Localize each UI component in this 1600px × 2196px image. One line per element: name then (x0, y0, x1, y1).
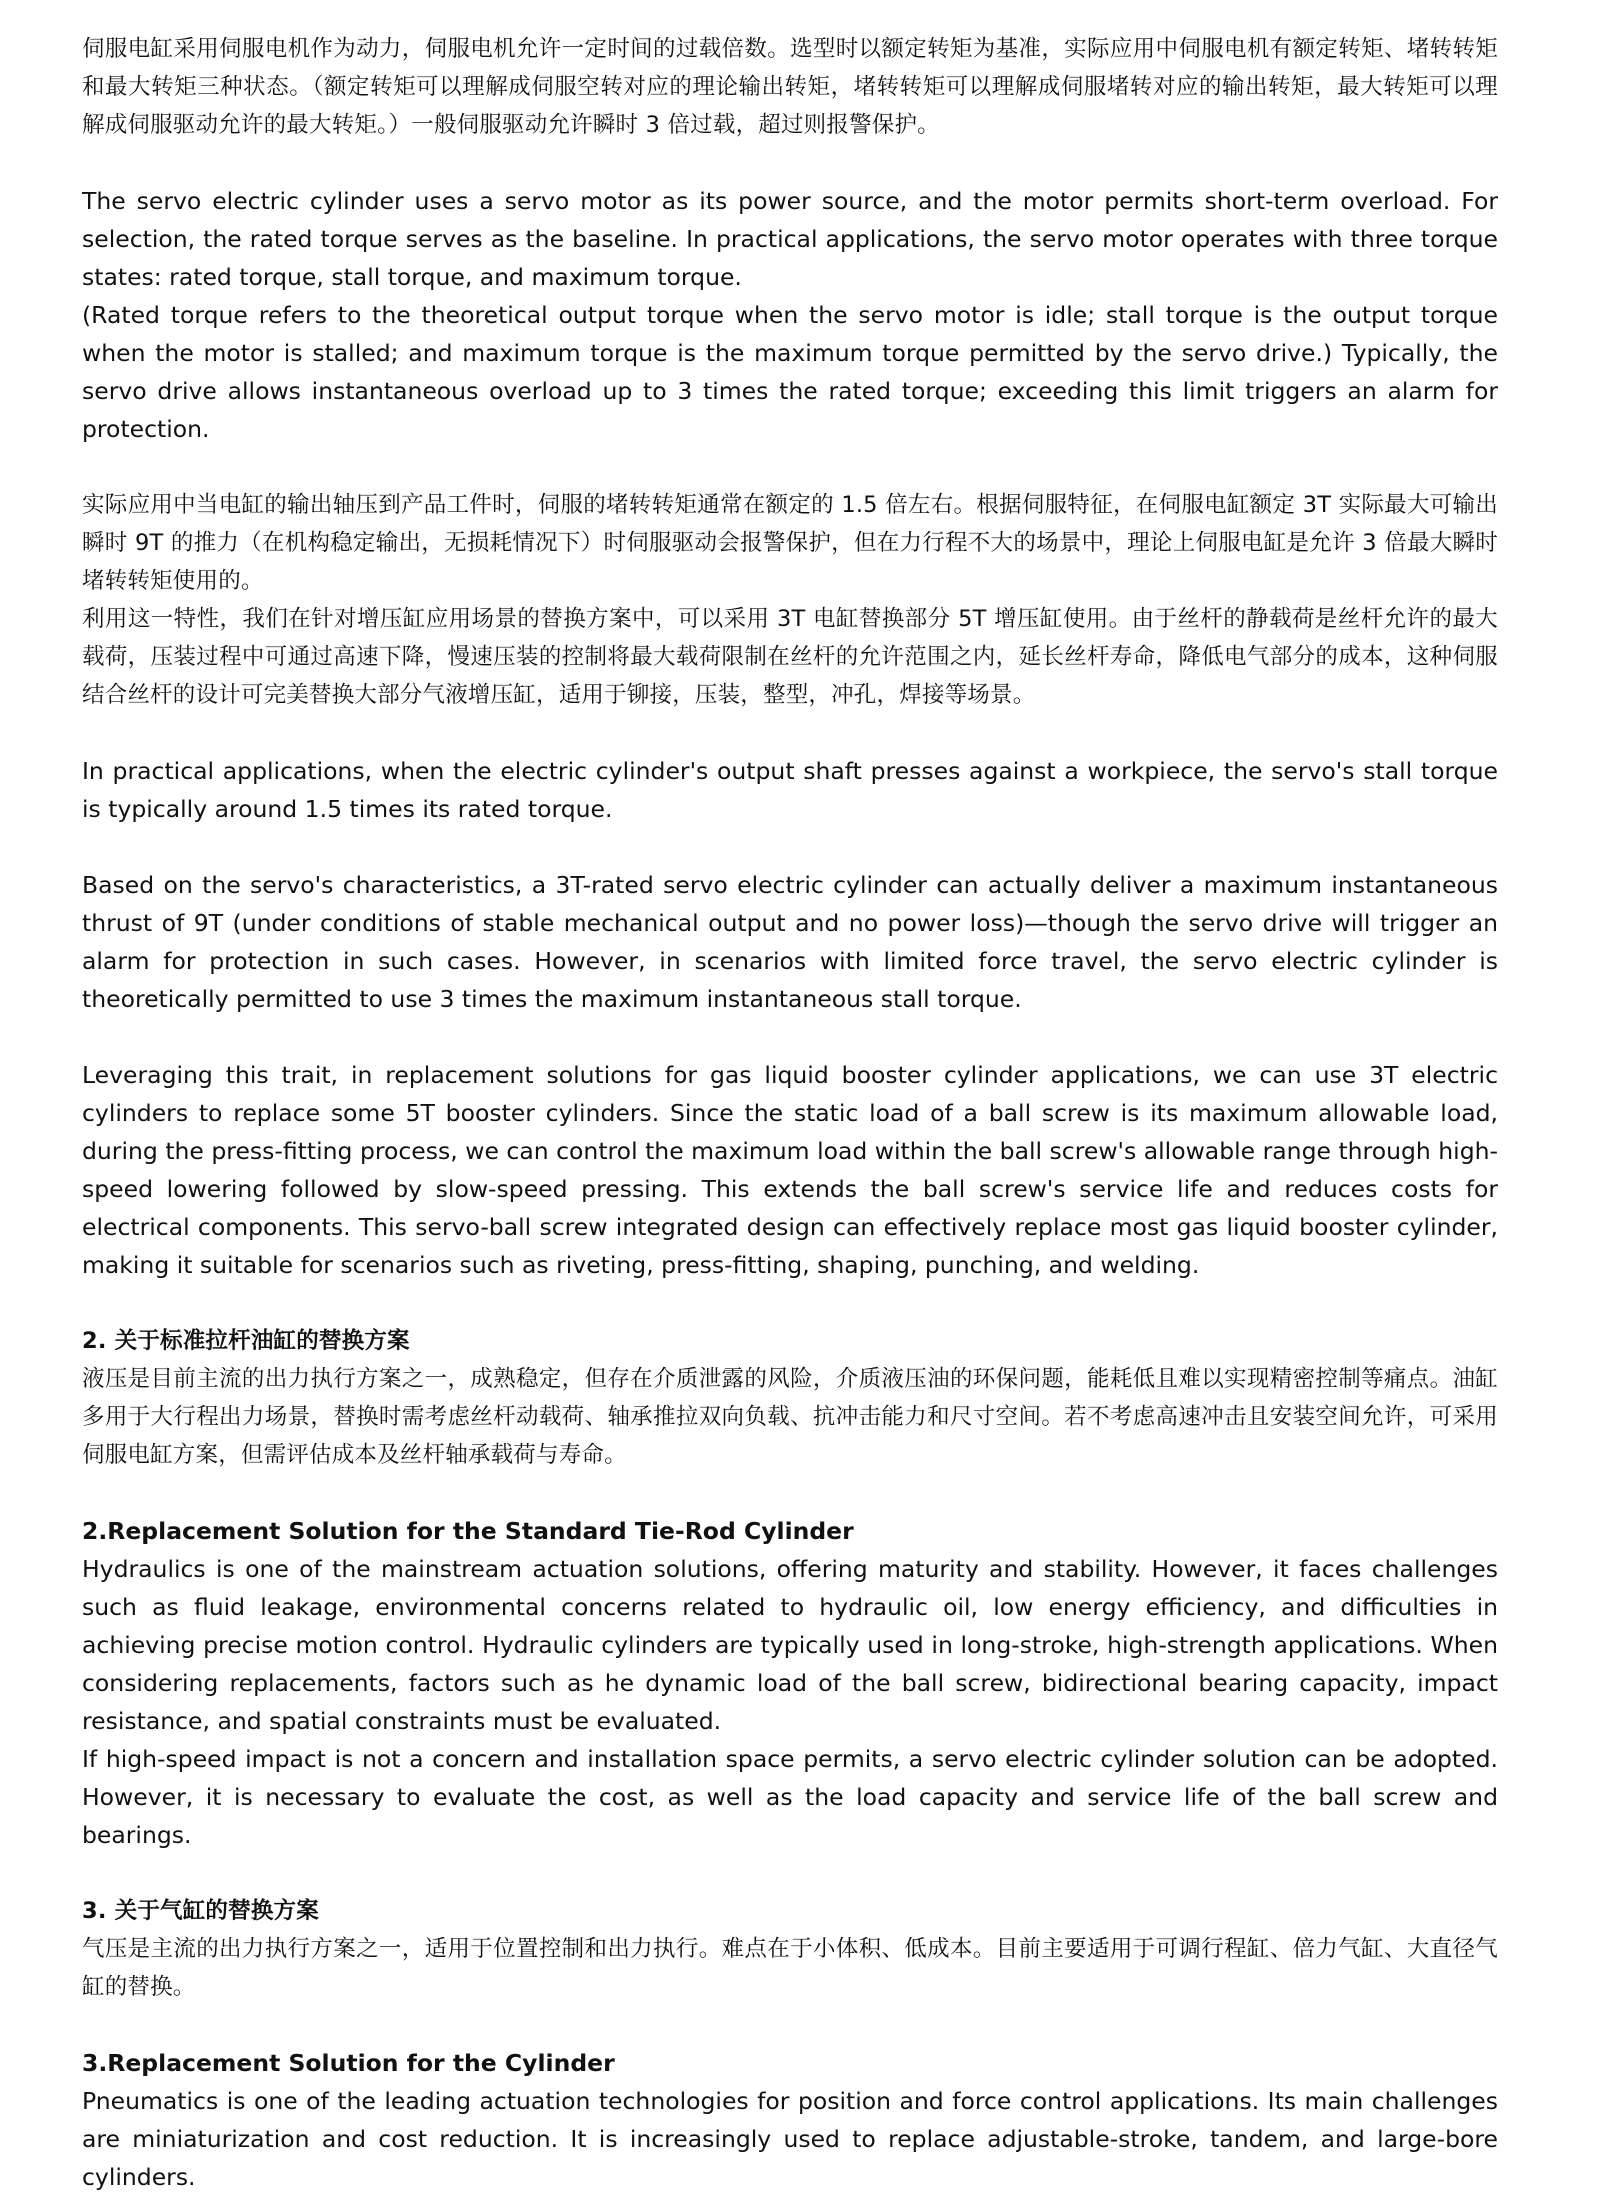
paragraph-spacer (82, 448, 1498, 486)
paragraph: In practical applications, when the electric cylinder's output shaft presses against a workpiece, the servo's stall torque is typically around 1.5 times its rated torque. (82, 757, 1498, 823)
section-heading: 3.Replacement Solution for the Cylinder (82, 2049, 615, 2077)
section-heading: 2.Replacement Solution for the Standard Tie-Rod Cylinder (82, 1517, 854, 1545)
paragraph: 实际应用中当电缸的输出轴压到产品工件时，伺服的堵转转矩通常在额定的 1.5 倍左右。根据伺服特征，在伺服电缸额定 3T 实际最大可输出瞬时 9T 的推力（在机构稳定输出，无损耗情况下）时伺服驱动会报警保护，但在力行程不大的场景中，理论上伺服电缸是允许 3 倍最大瞬时堵转转矩使用的。 (82, 492, 1498, 594)
paragraph: Pneumatics is one of the leading actuation technologies for position and force control applications. Its main challenges are miniaturization and cost reduction. It is increasingly used to replace adjustable-stroke, tandem, and large-bore cylinders. (82, 2087, 1498, 2191)
paragraph-spacer (82, 1854, 1498, 1892)
paragraph: Leveraging this trait, in replacement solutions for gas liquid booster cylinder applications, we can use 3T electric cylinders to replace some 5T booster cylinders. Since the static load of a ball screw is its maximum allowable load, during the press-fitting process, we can control the maximum load within the ball screw's allowable range through high-speed lowering followed by slow-speed pressing. This extends the ball screw's service life and reduces costs for electrical components. This servo-ball screw integrated design can effectively replace most gas liquid booster cylinder, making it suitable for scenarios such as riveting, press-fitting, shaping, punching, and welding. (82, 1061, 1498, 1279)
paragraph-spacer (82, 714, 1498, 752)
paragraph: 液压是目前主流的出力执行方案之一，成熟稳定，但存在介质泄露的风险，介质液压油的环保问题，能耗低且难以实现精密控制等痛点。油缸多用于大行程出力场景，替换时需考虑丝杆动载荷、轴承推拉双向负载、抗冲击能力和尺寸空间。若不考虑高速冲击且安装空间允许，可采用伺服电缸方案，但需评估成本及丝杆轴承载荷与寿命。 (82, 1366, 1498, 1468)
paragraph: 利用这一特性，我们在针对增压缸应用场景的替换方案中，可以采用 3T 电缸替换部分 5T 增压缸使用。由于丝杆的静载荷是丝杆允许的最大载荷，压装过程中可通过高速下降，慢速压装的控制将最大载荷限制在丝杆的允许范围之内，延长丝杆寿命，降低电气部分的成本，这种伺服结合丝杆的设计可完美替换大部分气液增压缸，适用于铆接，压装，整型，冲孔，焊接等场景。 (82, 606, 1498, 708)
paragraph-spacer (82, 2006, 1498, 2044)
paragraph: (Rated torque refers to the theoretical output torque when the servo motor is idle; stall torque is the output torque when the motor is stalled; and maximum torque is the maximum torque permitted by the servo drive.) Typically, the servo drive allows instantaneous overload up to 3 times the rated torque; exceeding this limit triggers an alarm for protection. (82, 301, 1498, 443)
paragraph-spacer (82, 1474, 1498, 1512)
section-heading: 3. 关于气缸的替换方案 (82, 1898, 319, 1924)
paragraph: 伺服电缸采用伺服电机作为动力，伺服电机允许一定时间的过载倍数。选型时以额定转矩为基准，实际应用中伺服电机有额定转矩、堵转转矩和最大转矩三种状态。（额定转矩可以理解成伺服空转对应的理论输出转矩，堵转转矩可以理解成伺服堵转对应的输出转矩，最大转矩可以理解成伺服驱动允许的最大转矩。）一般伺服驱动允许瞬时 3 倍过载，超过则报警保护。 (82, 36, 1498, 138)
paragraph: 气压是主流的出力执行方案之一，适用于位置控制和出力执行。难点在于小体积、低成本。目前主要适用于可调行程缸、倍力气缸、大直径气缸的替换。 (82, 1936, 1498, 2000)
paragraph: Based on the servo's characteristics, a 3T-rated servo electric cylinder can actually deliver a maximum instantaneous thrust of 9T (under conditions of stable mechanical output and no power loss)—though the servo drive will trigger an alarm for protection in such cases. However, in scenarios with limited force travel, the servo electric cylinder is theoretically permitted to use 3 times the maximum instantaneous stall torque. (82, 871, 1498, 1013)
paragraph-spacer (82, 1284, 1498, 1322)
paragraph: If high-speed impact is not a concern and installation space permits, a servo electric cylinder solution can be adopted. However, it is necessary to evaluate the cost, as well as the load capacity and service life of the ball screw and bearings. (82, 1745, 1498, 1849)
section-heading: 2. 关于标准拉杆油缸的替换方案 (82, 1328, 410, 1354)
paragraph-spacer (82, 828, 1498, 866)
paragraph-spacer (82, 1018, 1498, 1056)
paragraph: The servo electric cylinder uses a servo motor as its power source, and the motor permits short-term overload. For selection, the rated torque serves as the baseline. In practical applications, the servo motor operates with three torque states: rated torque, stall torque, and maximum torque. (82, 187, 1498, 291)
paragraph-spacer (82, 144, 1498, 182)
paragraph: Hydraulics is one of the mainstream actuation solutions, offering maturity and stability. However, it faces challenges such as fluid leakage, environmental concerns related to hydraulic oil, low energy efficiency, and difficulties in achieving precise motion control. Hydraulic cylinders are typically used in long-stroke, high-strength applications. When considering replacements, factors such as he dynamic load of the ball screw, bidirectional bearing capacity, impact resistance, and spatial constraints must be evaluated. (82, 1555, 1498, 1735)
document-page (82, 30, 1498, 2196)
